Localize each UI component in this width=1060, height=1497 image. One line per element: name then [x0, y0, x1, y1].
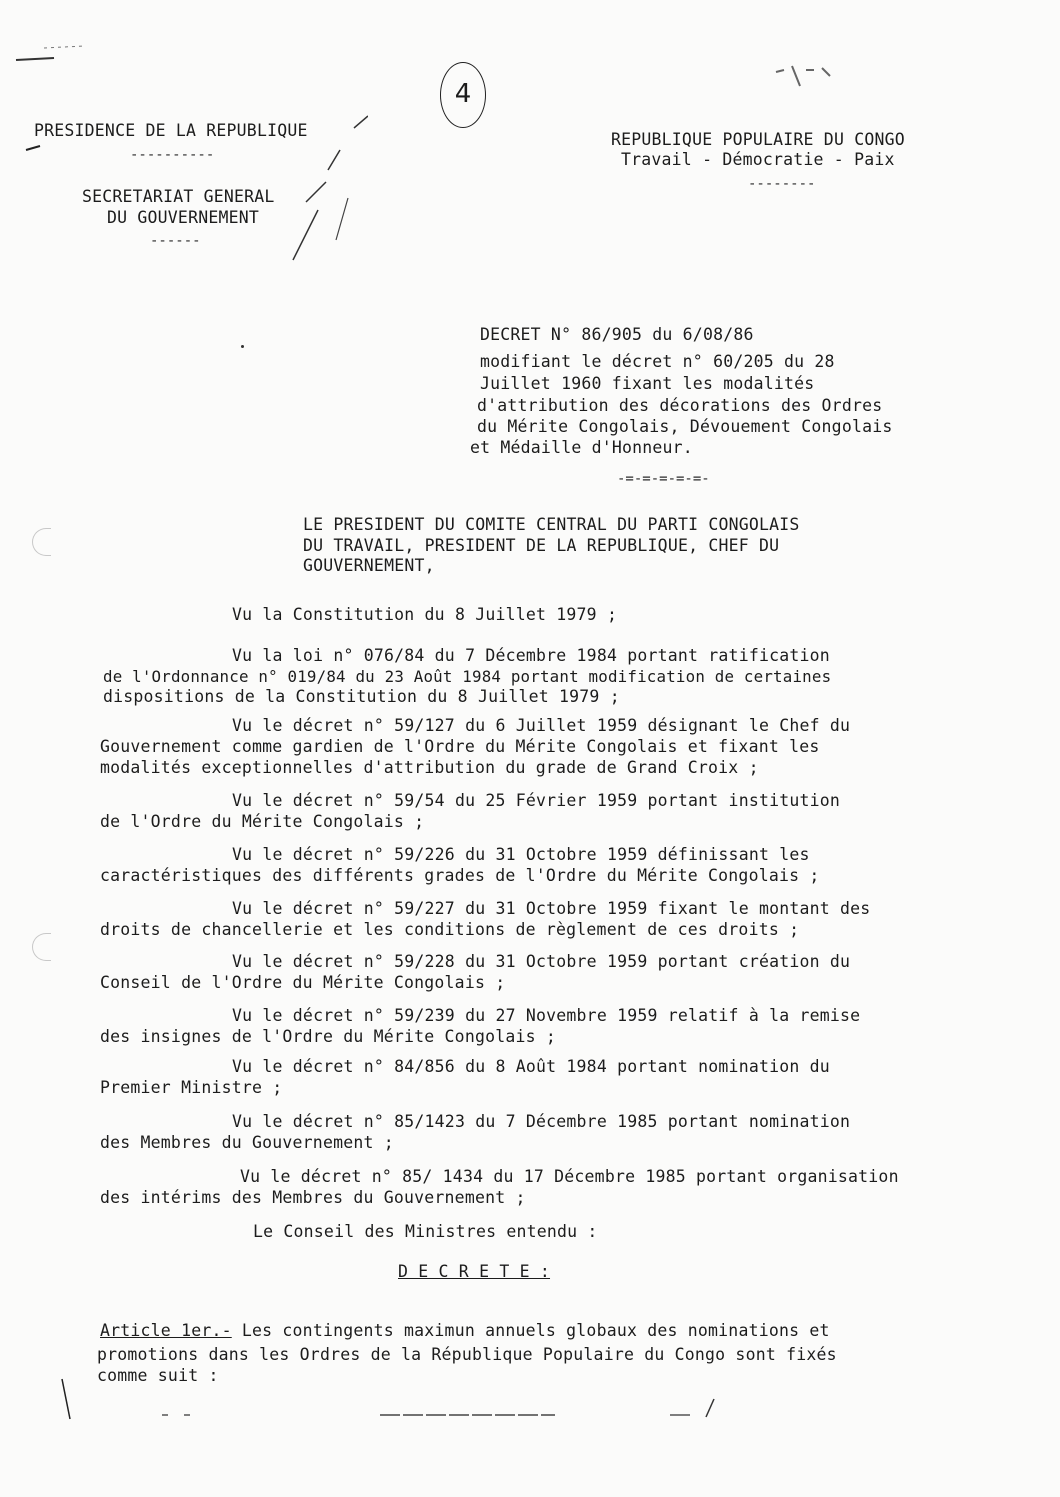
header-left-line1: PRESIDENCE DE LA REPUBLIQUE [34, 121, 308, 140]
article-1-line1 [100, 1321, 830, 1341]
punch-hole [32, 528, 51, 556]
visa-line: des insignes de l'Ordre du Mérite Congolais ; [100, 1027, 557, 1046]
article-1-line3: comme suit : [97, 1366, 219, 1385]
visa-line: Vu le décret n° 85/1423 du 7 Décembre 1985 portant nomination [232, 1112, 851, 1131]
decree-title-line3: Juillet 1960 fixant les modalités [480, 374, 815, 393]
header-left-line2: SECRETARIAT GENERAL [82, 187, 275, 206]
decree-title-line5: du Mérite Congolais, Dévouement Congolais [477, 417, 893, 436]
header-left-dash1: ---------- [130, 147, 215, 163]
visa-line: de l'Ordonnance n° 019/84 du 23 Août 1984 portant modification de certaines [103, 667, 832, 686]
header-right-line2: Travail - Démocratie - Paix [621, 150, 895, 169]
handwritten-page-number: 4 [440, 62, 486, 128]
visa-line: Vu le décret n° 59/127 du 6 Juillet 1959 désignant le Chef du [232, 716, 851, 735]
decree-title-line6: et Médaille d'Honneur. [470, 438, 693, 457]
visa-line: Vu le décret n° 84/856 du 8 Août 1984 portant nomination du [232, 1057, 830, 1076]
visa-line: droits de chancellerie et les conditions de règlement de ces droits ; [100, 920, 800, 939]
header-right-line1: REPUBLIQUE POPULAIRE DU CONGO [611, 130, 905, 149]
scan-marks-bottom [50, 1375, 730, 1425]
decree-title-separator: -=-=-=-=-=- [617, 471, 710, 487]
visa-line: Vu la loi n° 076/84 du 7 Décembre 1984 portant ratification [232, 646, 830, 665]
decree-number: DECRET N° 86/905 du 6/08/86 [480, 325, 754, 344]
visa-line: Vu le décret n° 59/227 du 31 Octobre 1959 fixant le montant des [232, 899, 871, 918]
president-line1: LE PRESIDENT DU COMITE CENTRAL DU PARTI CONGOLAIS [303, 515, 800, 534]
stray-dot [241, 345, 244, 348]
visa-constitution: Vu la Constitution du 8 Juillet 1979 ; [232, 605, 618, 624]
visa-line: Vu le décret n° 59/239 du 27 Novembre 1959 relatif à la remise [232, 1006, 861, 1025]
article-1-label: Article 1er.- [100, 1321, 232, 1340]
visa-line: dispositions de la Constitution du 8 Juillet 1979 ; [103, 687, 620, 706]
visa-line: Vu le décret n° 59/54 du 25 Février 1959 portant institution [232, 791, 841, 810]
president-line2: DU TRAVAIL, PRESIDENT DE LA REPUBLIQUE, CHEF DU [303, 536, 780, 555]
visa-line: Premier Ministre ; [100, 1078, 283, 1097]
scan-marks-top-left [14, 38, 94, 68]
header-left-line3: DU GOUVERNEMENT [107, 208, 260, 227]
visa-line: Gouvernement comme gardien de l'Ordre du Mérite Congolais et fixant les [100, 737, 820, 756]
scan-marks-top-right [770, 58, 840, 98]
decree-title-line2: modifiant le décret n° 60/205 du 28 [480, 352, 835, 371]
article-1-line2: promotions dans les Ordres de la République Populaire du Congo sont fixés [97, 1345, 837, 1364]
decree-title-line4: d'attribution des décorations des Ordres [477, 396, 883, 415]
visa-line: des Membres du Gouvernement ; [100, 1133, 394, 1152]
conseil-line: Le Conseil des Ministres entendu : [253, 1222, 598, 1241]
handwritten-strokes [18, 110, 368, 270]
decrete-heading: D E C R E T E : [398, 1262, 551, 1281]
visa-line: Conseil de l'Ordre du Mérite Congolais ; [100, 973, 506, 992]
visa-line: Vu le décret n° 85/ 1434 du 17 Décembre 1985 portant organisation [240, 1167, 899, 1186]
visa-line: Vu le décret n° 59/228 du 31 Octobre 1959 portant création du [232, 952, 851, 971]
header-left-dash2: ------ [150, 233, 201, 249]
header-right-dash: -------- [748, 176, 816, 192]
visa-line: Vu le décret n° 59/226 du 31 Octobre 1959 définissant les [232, 845, 810, 864]
visa-line: caractéristiques des différents grades de l'Ordre du Mérite Congolais ; [100, 866, 820, 885]
visa-line: modalités exceptionnelles d'attribution du grade de Grand Croix ; [100, 758, 759, 777]
punch-hole [32, 933, 51, 961]
article-1-text: Les contingents maximun annuels globaux des nominations et [231, 1321, 830, 1340]
president-line3: GOUVERNEMENT, [303, 556, 435, 575]
visa-line: des intérims des Membres du Gouvernement ; [100, 1188, 526, 1207]
visa-line: de l'Ordre du Mérite Congolais ; [100, 812, 425, 831]
